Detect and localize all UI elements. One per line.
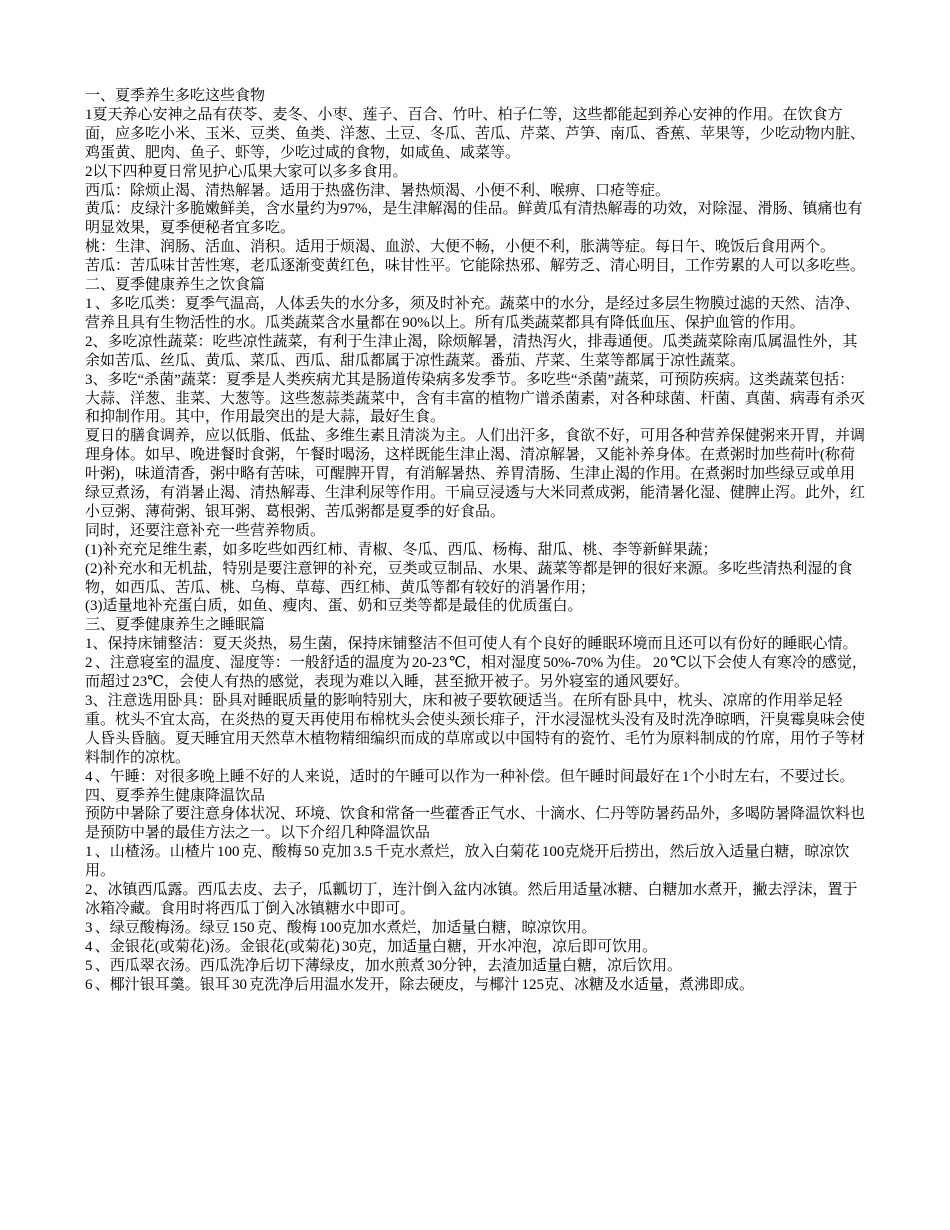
paragraph: 1 、山楂汤。山楂片 100 克、酸梅 50 克加 3.5 千克水煮烂，放入白菊花 100克烧开后捞出，然后放入适量白糖，晾凉饮用。	[85, 844, 850, 880]
latin-run: 20	[652, 655, 668, 672]
latin-run: 100	[319, 919, 342, 936]
latin-run: 50%-70%	[543, 655, 604, 672]
latin-run: 1	[682, 768, 690, 785]
latin-run: 4	[85, 768, 93, 785]
paragraph: (3)适量地补充蛋白质，如鱼、瘦肉、蛋、奶和豆类等都是最佳的优质蛋白。	[85, 598, 583, 615]
latin-run: 3.5	[353, 844, 373, 861]
paragraph: 5 、西瓜翠衣汤。西瓜洗净后切下薄绿皮，加水煎煮 30分钟，去渣加适量白糖，凉后饮用。	[85, 957, 683, 974]
paragraph: 苦瓜：苦瓜味甘苦性寒，老瓜逐渐变黄红色，味甘性平。它能除热邪、解劳乏、清心明目，工作劳累的人可以多吃些。	[85, 258, 866, 275]
paragraph: 6 、椰汁银耳羹。银耳 30 克洗净后用温水发开，除去硬皮，与椰汁 125克、冰糖及水适量，煮沸即成。	[85, 976, 755, 993]
latin-run: 5	[85, 957, 93, 974]
paragraph: 3、注意选用卧具：卧具对睡眠质量的影响特别大，床和被子要软硬适当。在所有卧具中，枕头、凉席的作用举足轻重。枕头不宜太高，在炎热的夏天再使用布棉枕头会使头颈长痱子，汗水浸湿枕头没有及时洗净晾晒，汗臭霉臭味会使人昏头昏脑。夏天睡宜用天然草木植物精细编织而成的草席或以中国特有的瓷竹、毛竹为原料制成的竹席，用竹子等材料制作的凉枕。	[85, 693, 866, 766]
latin-run: 50	[304, 844, 320, 861]
latin-run: 30	[232, 976, 248, 993]
latin-run: 1	[85, 106, 93, 123]
latin-run: 30	[427, 957, 443, 974]
paragraph: 西瓜：除烦止渴、清热解暑。适用于热盛伤津、暑热烦渴、小便不利、喉痹、口疮等症。	[85, 182, 671, 199]
paragraph: 2 、注意寝室的温度、湿度等：一般舒适的温度为 20-23 ℃，相对湿度 50%-70% 为佳。 20 ℃以下会使人有寒冷的感觉，而超过 23℃，会使人有热的感觉，表现为难以入睡，甚至掀开被子。另外寝室的通风要好。	[85, 655, 867, 691]
latin-run: 3	[85, 919, 93, 936]
latin-run: 1	[85, 844, 93, 861]
latin-run: 2	[85, 655, 93, 672]
latin-run: 100	[541, 844, 565, 861]
paragraph: 2、多吃凉性蔬菜：吃些凉性蔬菜，有利于生津止渴，除烦解暑，清热泻火，排毒通便。瓜类蔬菜除南瓜属温性外，其余如苦瓜、丝瓜、黄瓜、菜瓜、西瓜、甜瓜都属于凉性蔬菜。番茄、芹菜、生菜等都属于凉性蔬菜。	[85, 333, 858, 369]
latin-run: 3	[90, 598, 98, 615]
latin-run: 23	[132, 674, 148, 691]
paragraph: (1)补充充足维生素，如多吃些如西红柿、青椒、冬瓜、西瓜、杨梅、甜瓜、桃、李等新鲜果蔬；	[85, 541, 718, 558]
latin-run: 2	[85, 333, 93, 350]
latin-run: 1	[85, 636, 93, 653]
paragraph: 夏日的膳食调养，应以低脂、低盐、多维生素且清淡为主。人们出汗多，食欲不好，可用各种营养保健粥来开胃，并调理身体。如早、晚进餐时食粥，午餐时喝汤，这样既能生津止渴、清凉解暑，又能补养身体。在煮粥时加些荷叶(称荷叶粥)，味道清香，粥中略有苦味，可醒脾开胃，有消解暑热、养胃清肠、生津止渴的作用。在煮粥时加些绿豆或单用绿豆煮汤，有消暑止渴、清热解毒、生津利尿等作用。干扁豆浸透与大米同煮成粥，能清暑化湿、健脾止泻。此外，红小豆粥、薄荷粥、银耳粥、葛根粥、苦瓜粥都是夏季的好食品。	[85, 428, 866, 520]
latin-run: 97%	[340, 201, 368, 218]
paragraph: 2以下四种夏日常见护心瓜果大家可以多多食用。	[85, 163, 408, 180]
paragraph: 4 、金银花(或菊花)汤。金银花(或菊花) 30克，加适量白糖，开水冲泡，凉后即可饮用。	[85, 938, 657, 955]
section-heading: 二、夏季健康养生之饮食篇	[85, 277, 266, 294]
document-page	[85, 87, 869, 995]
latin-run: 6	[85, 976, 93, 993]
latin-run: 20-23	[412, 655, 448, 672]
latin-run: 1	[90, 541, 98, 558]
paragraph: 3 、绿豆酸梅汤。绿豆 150 克、酸梅 100克加水煮烂，加适量白糖，晾凉饮用。	[85, 919, 597, 936]
section-heading: 四、夏季养生健康降温饮品	[85, 787, 266, 804]
latin-run: 125	[521, 976, 545, 993]
section-heading: 三、夏季健康养生之睡眠篇	[85, 617, 266, 634]
section-heading: 一、夏季养生多吃这些食物	[85, 88, 266, 104]
latin-run: 100	[217, 844, 240, 861]
paragraph: 1、保持床铺整洁：夏天炎热，易生菌，保持床铺整洁不但可使人有个良好的睡眠环境而且还可以有份好的睡眠心情。	[85, 636, 858, 653]
paragraph: 1 、多吃瓜类：夏季气温高，人体丢失的水分多，须及时补充。蔬菜中的水分，是经过多层生物膜过滤的天然、洁净、营养且具有生物活性的水。瓜类蔬菜含水量都在 90%以上。所有瓜类蔬菜都具有降低血压、保护血管的作用。	[85, 295, 860, 331]
paragraph: (2)补充水和无机盐，特别是要注意钾的补充，豆类或豆制品、水果、蔬菜等都是钾的很好来源。多吃些清热利湿的食物，如西瓜、苦瓜、桃、乌梅、草莓、西红柿、黄瓜等都有较好的消暑作用；	[85, 560, 853, 596]
latin-run: 30	[341, 938, 357, 955]
paragraph: 1夏天养心安神之品有茯苓、麦冬、小枣、莲子、百合、竹叶、柏子仁等，这些都能起到养心安神的作用。在饮食方面，应多吃小米、玉米、豆类、鱼类、洋葱、土豆、冬瓜、苦瓜、芹菜、芦笋、南瓜、香蕉、苹果等，少吃动物内脏、鸡蛋黄、肥肉、鱼子、虾等，少吃过咸的食物，如咸鱼、咸菜等。	[85, 106, 866, 161]
paragraph: 4 、午睡：对很多晚上睡不好的人来说，适时的午睡可以作为一种补偿。但午睡时间最好在 1个小时左右，不要过长。	[85, 768, 855, 785]
latin-run: 1	[85, 295, 93, 312]
latin-run: 2	[90, 560, 98, 577]
paragraph: 桃：生津、润肠、活血、消积。适用于烦渴、血淤、大便不畅，小便不利，胀满等症。每日午、晚饭后食用两个。	[85, 239, 836, 256]
paragraph: 2、冰镇西瓜露。西瓜去皮、去子，瓜瓤切丁，连汁倒入盆内冰镇。然后用适量冰糖、白糖加水煮开，撇去浮沫，置于冰箱冷藏。食用时将西瓜丁倒入冰镇糖水中即可。	[85, 882, 858, 917]
paragraph: 黄瓜：皮绿汁多脆嫩鲜美，含水量约为97%，是生津解渴的佳品。鲜黄瓜有清热解毒的功效，对除湿、滑肠、镇痛也有明显效果，夏季便秘者宜多吃。	[85, 201, 863, 237]
latin-run: 150	[232, 919, 255, 936]
latin-run: 3	[85, 693, 93, 709]
paragraph: 同时，还要注意补充一些营养物质。	[85, 522, 326, 539]
paragraph: 预防中暑除了要注意身体状况、环境、饮食和常备一些藿香正气水、十滴水、仁丹等防暑药品外，多喝防暑降温饮料也是预防中暑的最佳方法之一。以下介绍几种降温饮品	[85, 806, 866, 842]
paragraph: 3、多吃“杀菌”蔬菜：夏季是人类疾病尤其是肠道传染病多发季节。多吃些“杀菌”蔬菜，可预防疾病。这类蔬菜包括：大蒜、洋葱、韭菜、大葱等。这些葱蒜类蔬菜中，含有丰富的植物广谱杀菌素，对各种球菌、杆菌、真菌、病毒有杀灭和抑制作用。其中，作用最突出的是大蒜，最好生食。	[85, 371, 866, 426]
latin-run: 3	[85, 371, 93, 388]
latin-run: 90%	[402, 314, 430, 331]
latin-run: 2	[85, 882, 93, 899]
latin-run: 4	[85, 938, 93, 955]
latin-run: 2	[85, 163, 93, 180]
